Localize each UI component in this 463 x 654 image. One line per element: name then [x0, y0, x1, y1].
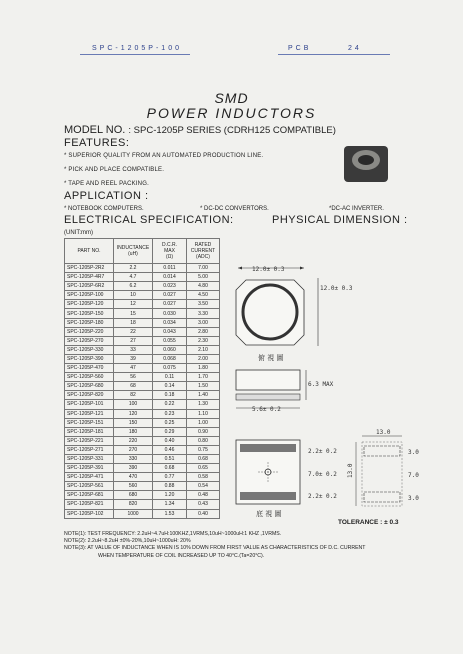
- product-photo: [344, 146, 388, 182]
- dim-pad-b: 2.2± 0.2: [308, 493, 337, 500]
- arrowhead: [300, 267, 304, 270]
- model-label: MODEL NO.: [64, 124, 126, 136]
- cell-part-no: SPC-1205P-4R7: [65, 273, 114, 282]
- cell-part-no: SPC-1205P-221: [65, 436, 114, 445]
- cell-dcr: 0.68: [153, 464, 187, 473]
- bottom-pad-top: [240, 444, 296, 452]
- cell-part-no: SPC-1205P-101: [65, 400, 114, 409]
- title-smd: SMD: [214, 90, 249, 106]
- cell-rated-current: 3.30: [187, 309, 220, 318]
- cell-rated-current: 2.10: [187, 345, 220, 354]
- model-series: : SPC-1205P SERIES (CDRH125 COMPATIBLE): [128, 125, 336, 136]
- features-heading: FEATURES:: [64, 137, 130, 149]
- side-view-body: [236, 370, 300, 390]
- cell-inductance: 820: [114, 500, 153, 509]
- land-height: 13.0: [347, 463, 354, 478]
- cell-part-no: SPC-1205P-820: [65, 391, 114, 400]
- top-view-label: 俯 視 圖: [258, 354, 284, 362]
- cell-rated-current: 1.70: [187, 373, 220, 382]
- cell-rated-current: 0.43: [187, 500, 220, 509]
- cell-inductance: 82: [114, 391, 153, 400]
- side-view-drawing: [236, 370, 334, 413]
- cell-dcr: 0.055: [153, 336, 187, 345]
- cell-rated-current: 0.48: [187, 491, 220, 500]
- land-pad-bottom: [364, 492, 400, 502]
- cell-inductance: 27: [114, 336, 153, 345]
- cell-rated-current: 3.00: [187, 318, 220, 327]
- cell-inductance: 470: [114, 473, 153, 482]
- feature-item: * PICK AND PLACE COMPATIBLE.: [64, 167, 165, 173]
- cell-inductance: 220: [114, 436, 153, 445]
- col-header-part-no: PART NO.: [65, 239, 114, 264]
- cell-dcr: 0.023: [153, 282, 187, 291]
- cell-rated-current: 0.58: [187, 473, 220, 482]
- cell-inductance: 56: [114, 373, 153, 382]
- cell-dcr: 0.11: [153, 373, 187, 382]
- cell-part-no: SPC-1205P-180: [65, 318, 114, 327]
- cell-part-no: SPC-1205P-470: [65, 364, 114, 373]
- cell-part-no: SPC-1205P-151: [65, 418, 114, 427]
- cell-rated-current: 2.80: [187, 327, 220, 336]
- cell-rated-current: 0.75: [187, 445, 220, 454]
- cell-rated-current: 0.54: [187, 482, 220, 491]
- cell-part-no: SPC-1205P-561: [65, 482, 114, 491]
- cell-part-no: SPC-1205P-471: [65, 473, 114, 482]
- cell-inductance: 22: [114, 327, 153, 336]
- bottom-view-label: 底 視 圖: [256, 510, 282, 518]
- land-pad1: 3.0: [408, 449, 419, 456]
- application-heading: APPLICATION :: [64, 190, 149, 202]
- cell-rated-current: 2.00: [187, 354, 220, 363]
- cell-part-no: SPC-1205P-150: [65, 309, 114, 318]
- dim-height: 12.0± 0.3: [320, 285, 353, 292]
- cell-dcr: 0.011: [153, 264, 187, 273]
- cell-dcr: 0.030: [153, 309, 187, 318]
- cell-rated-current: 0.90: [187, 427, 220, 436]
- cell-rated-current: 0.68: [187, 454, 220, 463]
- title-power-inductors: POWER INDUCTORS: [146, 105, 317, 121]
- cell-dcr: 0.068: [153, 354, 187, 363]
- cell-inductance: 33: [114, 345, 153, 354]
- cell-dcr: 0.043: [153, 327, 187, 336]
- cell-dcr: 0.027: [153, 291, 187, 300]
- cell-rated-current: 1.80: [187, 364, 220, 373]
- cell-inductance: 47: [114, 364, 153, 373]
- cell-inductance: 270: [114, 445, 153, 454]
- dim-bottom-width: 5.6± 0.2: [252, 406, 281, 413]
- cell-inductance: 12: [114, 300, 153, 309]
- unit-label: (UNIT:mm): [64, 230, 93, 236]
- cell-inductance: 6.2: [114, 282, 153, 291]
- dim-pad-gap: 7.0± 0.2: [308, 471, 337, 478]
- cell-inductance: 560: [114, 482, 153, 491]
- cell-rated-current: 1.50: [187, 382, 220, 391]
- bottom-pad-bottom: [240, 492, 296, 500]
- cell-part-no: SPC-1205P-271: [65, 445, 114, 454]
- cell-part-no: SPC-1205P-330: [65, 345, 114, 354]
- cell-dcr: 0.77: [153, 473, 187, 482]
- header-part-code: SPC-1205P-100: [92, 45, 182, 52]
- cell-dcr: 0.88: [153, 482, 187, 491]
- note-3: NOTE(3): AT VALUE OF INDUCTANCE WHEN IS 10% DOWN FROM FIRST VALUE AS CHARACTERISTICS OF D.C. CURRENT: [64, 545, 366, 552]
- cell-rated-current: 1.40: [187, 391, 220, 400]
- cell-dcr: 0.034: [153, 318, 187, 327]
- cell-part-no: SPC-1205P-390: [65, 354, 114, 363]
- cell-rated-current: 1.30: [187, 400, 220, 409]
- cell-part-no: SPC-1205P-2R2: [65, 264, 114, 273]
- cell-part-no: SPC-1205P-270: [65, 336, 114, 345]
- cell-dcr: 0.060: [153, 345, 187, 354]
- cell-part-no: SPC-1205P-120: [65, 300, 114, 309]
- land-pad-top: [364, 446, 400, 456]
- land-gap: 7.0: [408, 472, 419, 479]
- cell-inductance: 68: [114, 382, 153, 391]
- cell-inductance: 39: [114, 354, 153, 363]
- cell-part-no: SPC-1205P-560: [65, 373, 114, 382]
- note-2: NOTE(2): 2.2uH~8.2uH ±0%-20%,10uH~1000uH: 20%: [64, 538, 191, 545]
- cell-part-no: SPC-1205P-821: [65, 500, 114, 509]
- cell-dcr: 0.29: [153, 427, 187, 436]
- cell-inductance: 180: [114, 427, 153, 436]
- cell-part-no: SPC-1205P-102: [65, 509, 114, 518]
- cell-dcr: 0.18: [153, 391, 187, 400]
- top-view-drawing: [236, 266, 353, 362]
- cell-dcr: 0.027: [153, 300, 187, 309]
- bottom-view-drawing: [236, 440, 337, 518]
- physical-dimension-heading: PHYSICAL DIMENSION :: [272, 214, 408, 226]
- cell-part-no: SPC-1205P-6R2: [65, 282, 114, 291]
- note-1: NOTE(1): TEST FREQUENCY: 2.2uH~4.7uH:100KHZ,1VRMS,10uH~1000uH:1 KHZ ,1VRMS.: [64, 531, 282, 537]
- cell-inductance: 150: [114, 418, 153, 427]
- cell-rated-current: 0.40: [187, 509, 220, 518]
- land-outline: [362, 442, 402, 506]
- application-item: * NOTEBOOK COMPUTERS.: [64, 206, 144, 212]
- cell-inductance: 15: [114, 309, 153, 318]
- cell-part-no: SPC-1205P-121: [65, 409, 114, 418]
- land-pattern-drawing: [347, 429, 419, 506]
- cell-dcr: 0.014: [153, 273, 187, 282]
- side-view-base: [236, 394, 300, 400]
- cell-rated-current: 4.50: [187, 291, 220, 300]
- cell-inductance: 2.2: [114, 264, 153, 273]
- land-width: 13.0: [376, 429, 391, 436]
- cell-rated-current: 0.80: [187, 436, 220, 445]
- cell-dcr: 1.53: [153, 509, 187, 518]
- cell-inductance: 1000: [114, 509, 153, 518]
- land-pad2: 3.0: [408, 495, 419, 502]
- cell-dcr: 0.23: [153, 409, 187, 418]
- application-item: *DC-AC INVERTER.: [329, 206, 384, 212]
- cell-rated-current: 2.30: [187, 336, 220, 345]
- cell-dcr: 0.22: [153, 400, 187, 409]
- cell-rated-current: 4.80: [187, 282, 220, 291]
- cell-inductance: 680: [114, 491, 153, 500]
- cell-dcr: 0.46: [153, 445, 187, 454]
- feature-item: * TAPE AND REEL PACKING.: [64, 181, 149, 187]
- tolerance-label: TOLERANCE : ± 0.3: [338, 519, 399, 526]
- top-view-outline: [236, 280, 304, 345]
- cell-rated-current: 5.00: [187, 273, 220, 282]
- feature-item: * SUPERIOR QUALITY FROM AN AUTOMATED PRODUCTION LINE.: [64, 153, 264, 159]
- cell-rated-current: 3.50: [187, 300, 220, 309]
- note-3-continued: WHEN TEMPERATURE OF COIL INCREASED UP TO 40°C.(Ta=20°C).: [98, 552, 265, 559]
- col-header-dcr: D.C.R. MAX (Ω): [153, 239, 187, 264]
- cell-part-no: SPC-1205P-331: [65, 454, 114, 463]
- dim-thickness: 6.3 MAX: [308, 381, 334, 388]
- cell-inductance: 4.7: [114, 273, 153, 282]
- cell-dcr: 1.20: [153, 491, 187, 500]
- arrowhead: [238, 267, 242, 270]
- header-page-number: 24: [348, 45, 362, 52]
- cell-part-no: SPC-1205P-100: [65, 291, 114, 300]
- cell-inductance: 18: [114, 318, 153, 327]
- cell-dcr: 0.075: [153, 364, 187, 373]
- notes-block: [64, 531, 424, 560]
- header-pcb-label: PCB: [288, 45, 312, 52]
- cell-part-no: SPC-1205P-680: [65, 382, 114, 391]
- col-header-inductance: INDUCTANCE (uH): [114, 239, 153, 264]
- cell-rated-current: 1.10: [187, 409, 220, 418]
- cell-inductance: 120: [114, 409, 153, 418]
- cell-inductance: 390: [114, 464, 153, 473]
- cell-part-no: SPC-1205P-681: [65, 491, 114, 500]
- cell-dcr: 0.14: [153, 382, 187, 391]
- dim-width: 12.0± 0.3: [252, 266, 285, 273]
- cell-rated-current: 0.65: [187, 464, 220, 473]
- col-header-rated-current: RATED CURRENT (ADC): [187, 239, 220, 264]
- cell-part-no: SPC-1205P-220: [65, 327, 114, 336]
- cell-part-no: SPC-1205P-181: [65, 427, 114, 436]
- dim-pad-a: 2.2± 0.2: [308, 448, 337, 455]
- cell-dcr: 0.40: [153, 436, 187, 445]
- cell-dcr: 0.51: [153, 454, 187, 463]
- electrical-spec-heading: ELECTRICAL SPECIFICATION:: [64, 214, 234, 226]
- cell-inductance: 100: [114, 400, 153, 409]
- cell-rated-current: 1.00: [187, 418, 220, 427]
- cell-dcr: 0.25: [153, 418, 187, 427]
- inductor-photo-center: [358, 155, 374, 165]
- cell-dcr: 1.34: [153, 500, 187, 509]
- application-item: * DC-DC CONVERTORS.: [200, 206, 269, 212]
- cell-part-no: SPC-1205P-391: [65, 464, 114, 473]
- cell-inductance: 330: [114, 454, 153, 463]
- cell-rated-current: 7.00: [187, 264, 220, 273]
- cell-inductance: 10: [114, 291, 153, 300]
